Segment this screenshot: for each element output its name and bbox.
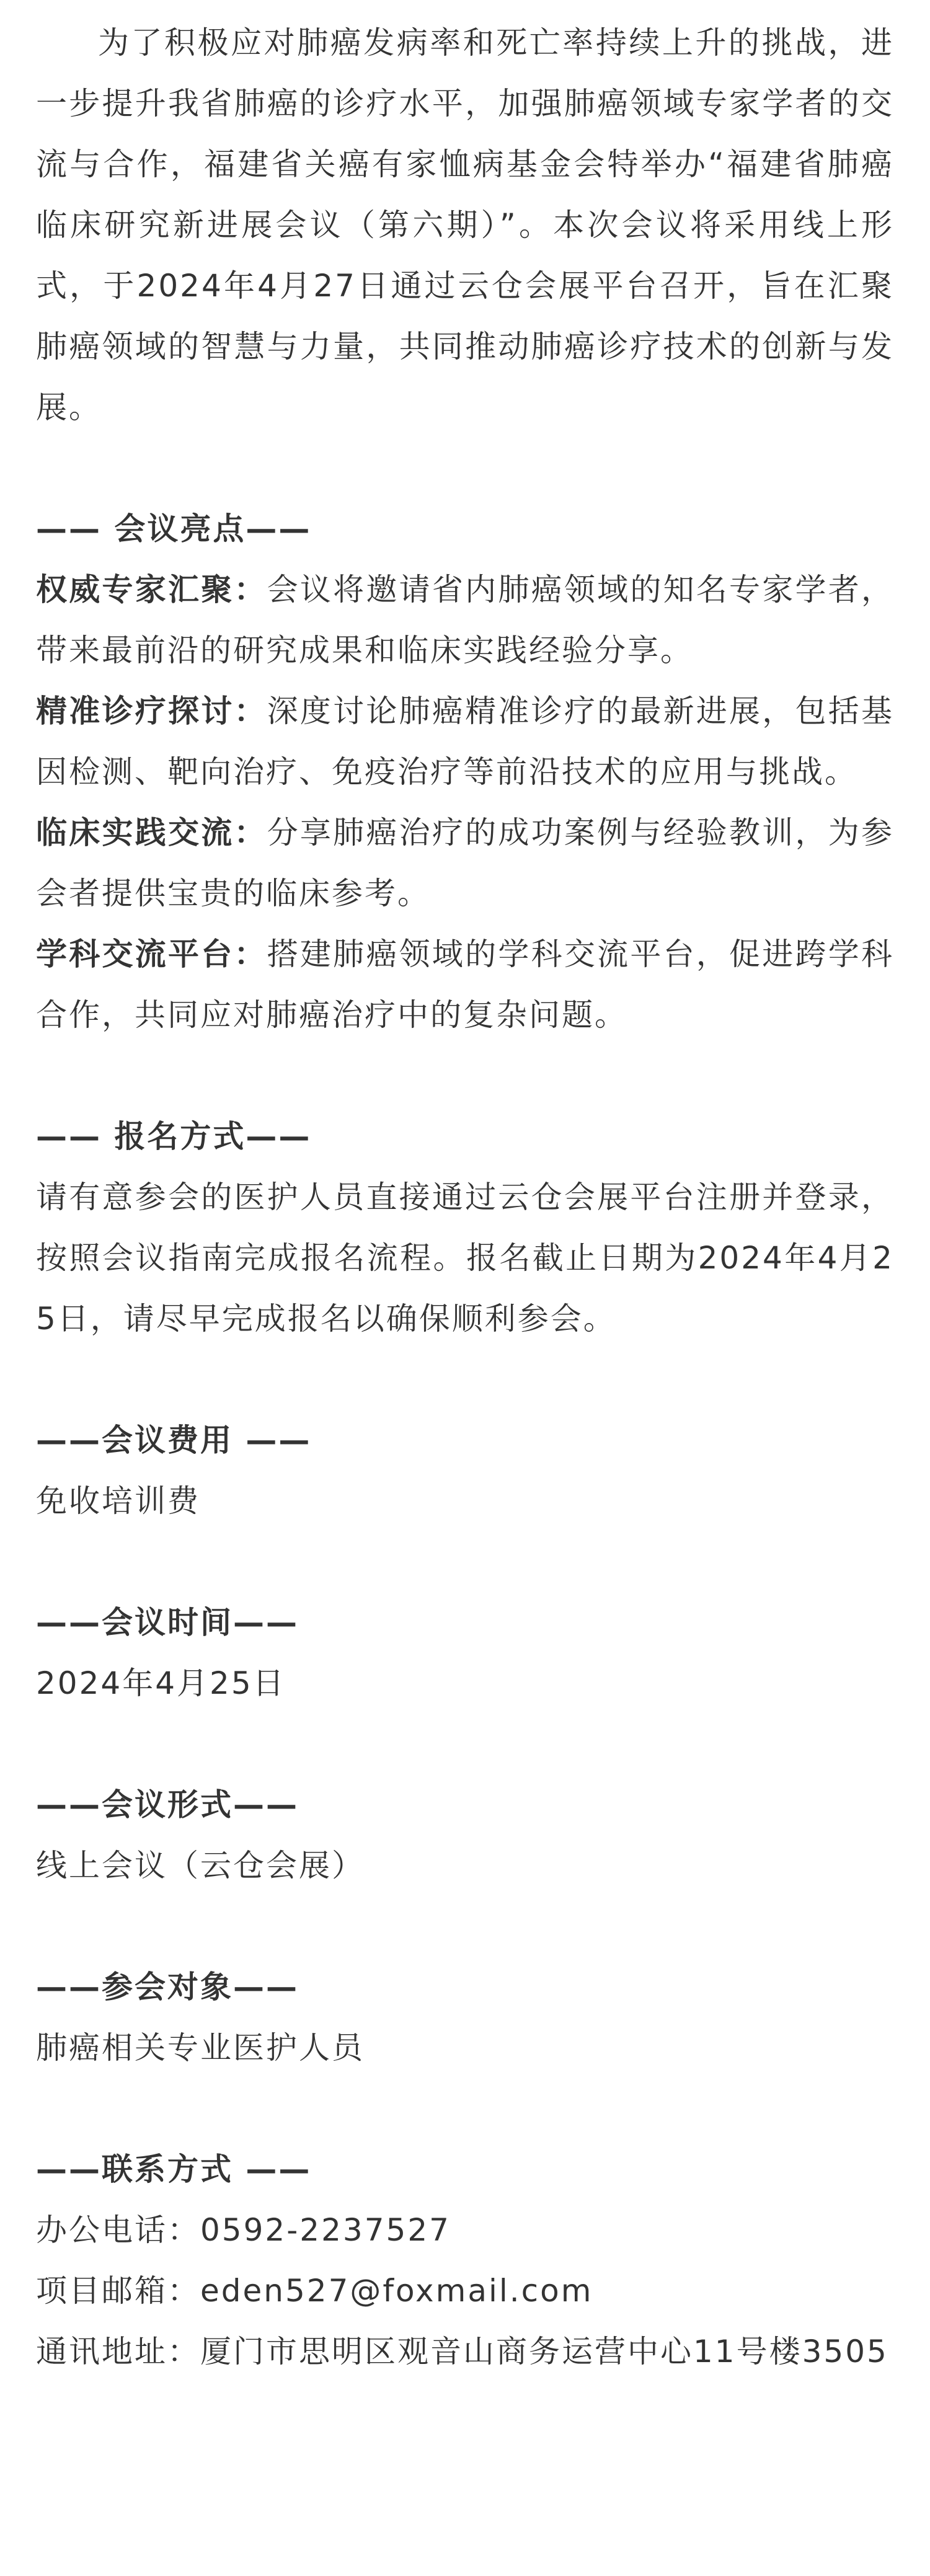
highlight-text: 深度讨论肺癌精准诊疗的最新进展，包括基因检测、靶向治疗、免疫治疗等前沿技术的应用与挑战。 (36, 693, 895, 790)
format-text: 线上会议（云仓会展） (36, 1848, 365, 1883)
section-heading-time: ——会议时间—— (36, 1604, 299, 1640)
section-heading-contact: ——联系方式 —— (36, 2151, 312, 2187)
registration-text: 请有意参会的医护人员直接通过云仓会展平台注册并登录，按照会议指南完成报名流程。报名截止日期为2024年4月25日，请尽早完成报名以确保顺利参会。 (36, 1179, 894, 1337)
highlight-title: 权威专家汇聚： (36, 572, 267, 608)
highlight-title: 学科交流平台： (36, 936, 267, 972)
spacer (36, 2078, 894, 2139)
time-text: 2024年4月25日 (36, 1665, 286, 1701)
spacer (36, 1349, 894, 1410)
intro-paragraph: 为了积极应对肺癌发病率和死亡率持续上升的挑战，进一步提升我省肺癌的诊疗水平，加强肺癌领域专家学者的交流与合作，福建省关癌有家恤病基金会特举办“福建省肺癌临床研究新进展会议（第六期）”。本次会议将采用线上形式，于2024年4月27日通过云仓会展平台召开，旨在汇聚肺癌领域的智慧与力量，共同推动肺癌诊疗技术的创新与发展。 (36, 25, 894, 425)
section-heading-highlights: —— 会议亮点—— (36, 511, 312, 547)
contact-email-label: 项目邮箱： (36, 2273, 200, 2309)
contact-phone (36, 2200, 894, 2260)
section-heading-format: ——会议形式—— (36, 1787, 299, 1823)
contact-address-value: 厦门市思明区观音山商务运营中心11号楼3505 (200, 2334, 888, 2370)
audience-text: 肺癌相关专业医护人员 (36, 2030, 365, 2066)
highlight-item (36, 559, 894, 681)
spacer (36, 438, 894, 498)
spacer (36, 1896, 894, 1957)
spacer (36, 1045, 894, 1106)
contact-address (36, 2321, 894, 2382)
spacer (36, 1714, 894, 1774)
highlight-item (36, 681, 894, 802)
highlight-text: 分享肺癌治疗的成功案例与经验教训，为参会者提供宝贵的临床参考。 (36, 815, 895, 911)
section-heading-audience: ——参会对象—— (36, 1969, 299, 2005)
contact-address-label: 通讯地址： (36, 2334, 200, 2370)
contact-phone-label: 办公电话： (36, 2212, 200, 2248)
highlight-title: 精准诊疗探讨： (36, 693, 267, 729)
highlight-text: 搭建肺癌领域的学科交流平台，促进跨学科合作，共同应对肺癌治疗中的复杂问题。 (36, 936, 895, 1033)
section-heading-registration: —— 报名方式—— (36, 1118, 312, 1154)
highlight-title: 临床实践交流： (36, 815, 267, 851)
highlight-item (36, 924, 894, 1045)
spacer (36, 1531, 894, 1592)
fee-text: 免收培训费 (36, 1483, 200, 1519)
highlight-text: 会议将邀请省内肺癌领域的知名专家学者，带来最前沿的研究成果和临床实践经验分享。 (36, 572, 895, 668)
section-heading-fee: ——会议费用 —— (36, 1422, 312, 1458)
contact-email (36, 2260, 894, 2321)
highlight-item (36, 802, 894, 924)
contact-phone-value: 0592-2237527 (200, 2212, 451, 2248)
contact-email-value: eden527@foxmail.com (200, 2273, 593, 2309)
